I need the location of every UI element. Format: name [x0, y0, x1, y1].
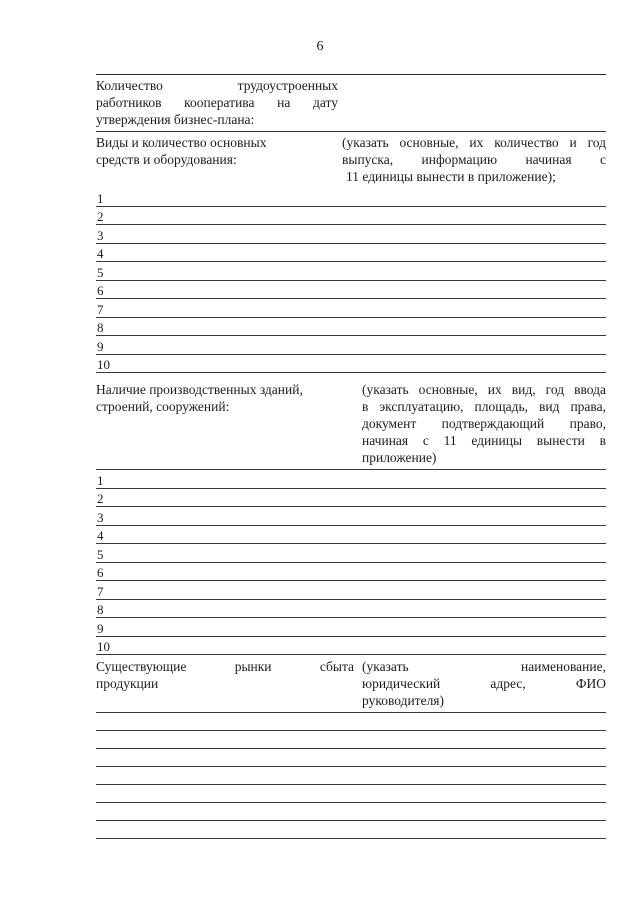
- numbered-line-row[interactable]: [96, 563, 606, 582]
- numbered-line-row[interactable]: [96, 225, 606, 244]
- workers-label: Количество трудоустроенных работников кооператива на дату утверждения бизнес-плана:: [96, 78, 338, 127]
- numbered-line-row[interactable]: [96, 207, 606, 226]
- markets-section: [96, 655, 606, 712]
- numbered-line-row[interactable]: [96, 244, 606, 263]
- numbered-line-row[interactable]: [96, 355, 606, 374]
- page-number: 6: [316, 39, 324, 54]
- buildings-note: (указать основные, их вид, год ввода в эксплуатацию, площадь, вид права, документ подтверждающий право, начиная с 11 единицы вынести в приложение): [362, 382, 606, 465]
- row-number: 8: [97, 602, 104, 617]
- numbered-line-row[interactable]: [96, 581, 606, 600]
- numbered-line-row[interactable]: [96, 262, 606, 281]
- row-number: 8: [97, 320, 104, 335]
- workers-section: [96, 75, 606, 131]
- numbered-line-row[interactable]: [96, 188, 606, 207]
- row-number: 5: [97, 264, 104, 280]
- markets-label: Существующие рынки сбыта продукции: [96, 659, 354, 691]
- numbered-line-row[interactable]: [96, 318, 606, 337]
- row-number: 7: [97, 301, 104, 317]
- equipment-section: [96, 132, 606, 188]
- row-number: 9: [97, 620, 104, 636]
- row-number: 5: [97, 546, 104, 562]
- blank-line-row[interactable]: [96, 785, 606, 803]
- numbered-line-row[interactable]: [96, 618, 606, 637]
- blank-line-row[interactable]: [96, 803, 606, 821]
- numbered-line-row[interactable]: [96, 526, 606, 545]
- row-number: 3: [97, 227, 104, 243]
- numbered-line-row[interactable]: [96, 299, 606, 318]
- buildings-section: [96, 373, 606, 469]
- business-plan-form: [96, 74, 606, 839]
- row-number: 4: [97, 528, 104, 543]
- numbered-line-row[interactable]: [96, 470, 606, 489]
- numbered-line-row[interactable]: [96, 281, 606, 300]
- row-number: 6: [97, 283, 104, 298]
- row-number: 1: [97, 190, 104, 206]
- row-number: 10: [97, 639, 110, 654]
- numbered-line-row[interactable]: [96, 600, 606, 619]
- blank-line-row[interactable]: [96, 821, 606, 839]
- row-number: 4: [97, 246, 104, 261]
- row-number: 2: [97, 209, 104, 224]
- numbered-line-row[interactable]: [96, 637, 606, 656]
- equipment-note: (указать основные, их количество и год выпуска, информацию начиная с 11 единицы вынести в приложение);: [342, 135, 606, 184]
- workers-answer-area[interactable]: [346, 77, 606, 128]
- blank-line-row[interactable]: [96, 767, 606, 785]
- row-number: 1: [97, 472, 104, 488]
- equipment-rows: [96, 188, 606, 373]
- row-number: 2: [97, 491, 104, 506]
- numbered-line-row[interactable]: [96, 507, 606, 526]
- equipment-label: Виды и количество основных средств и оборудования:: [96, 135, 267, 167]
- row-number: 3: [97, 509, 104, 525]
- markets-note: (указать наименование, юридический адрес, ФИО руководителя): [362, 659, 606, 708]
- blank-line-row[interactable]: [96, 749, 606, 767]
- numbered-line-row[interactable]: [96, 336, 606, 355]
- numbered-line-row[interactable]: [96, 544, 606, 563]
- buildings-label: Наличие производственных зданий, строений, сооружений:: [96, 382, 303, 414]
- row-number: 10: [97, 357, 110, 372]
- row-number: 7: [97, 583, 104, 599]
- blank-line-row[interactable]: [96, 713, 606, 731]
- row-number: 9: [97, 338, 104, 354]
- row-number: 6: [97, 565, 104, 580]
- buildings-rows: [96, 470, 606, 655]
- blank-line-row[interactable]: [96, 731, 606, 749]
- numbered-line-row[interactable]: [96, 489, 606, 508]
- markets-rows: [96, 713, 606, 839]
